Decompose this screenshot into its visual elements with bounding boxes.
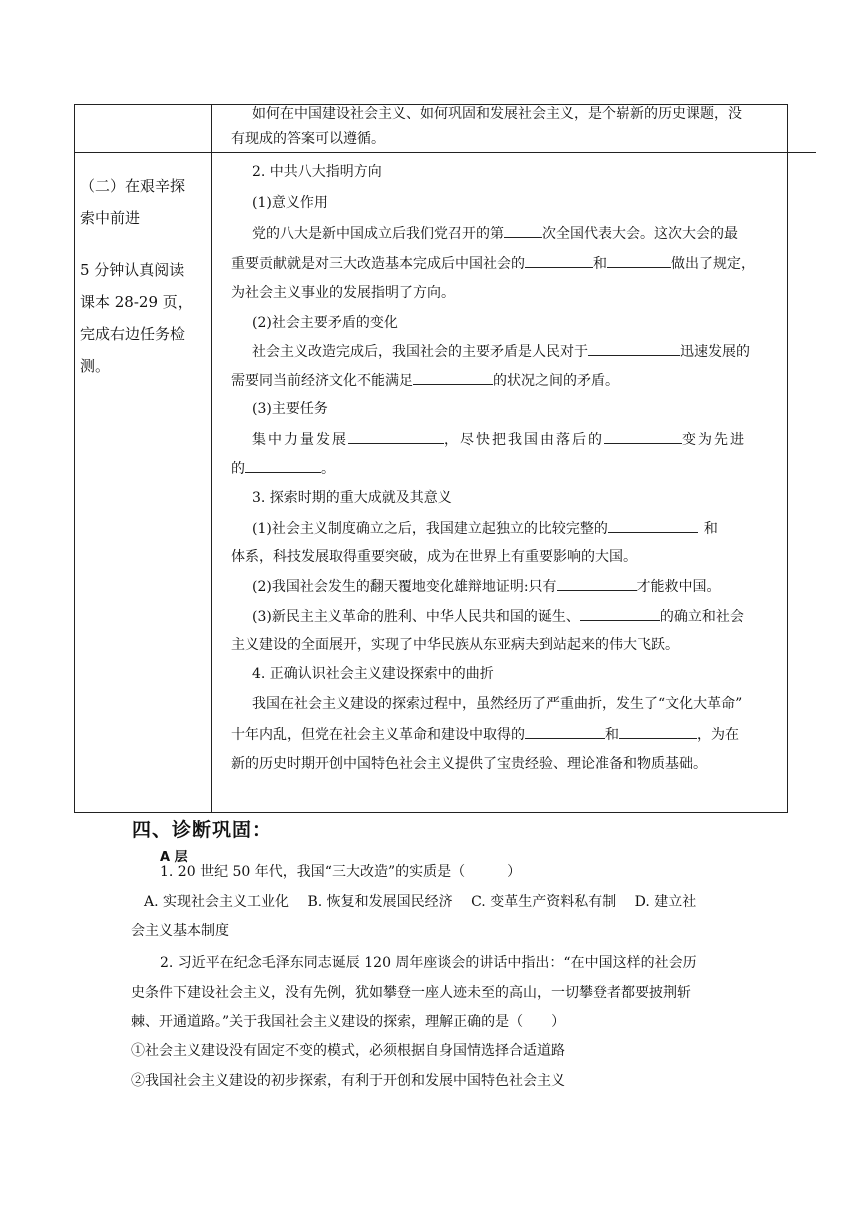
section-2-3-line-2: 的 。 <box>231 458 335 479</box>
left-task-line-4: 测。 <box>80 357 111 375</box>
question-2-line-1: 2. 习近平在纪念毛泽东同志诞辰 120 周年座谈会的讲话中指出：“在中国这样的社会历 <box>160 955 697 971</box>
left-task-line-2: 课本 28-29 页， <box>80 293 193 311</box>
fill-blank[interactable] <box>608 518 698 533</box>
fill-blank[interactable] <box>504 223 542 238</box>
left-task-line-3: 完成右边任务检 <box>80 325 186 343</box>
section-2-2-heading: (2)社会主要矛盾的变化 <box>252 315 398 331</box>
section-2-2-line-1: 社会主义改造完成后，我国社会的主要矛盾是人民对于 迅速发展的 <box>252 341 750 362</box>
question-2-option-1: ①社会主义建设没有固定不变的模式，必须根据自身国情选择合适道路 <box>131 1043 565 1059</box>
table-left-border <box>74 104 75 812</box>
table-row-divider <box>74 152 816 153</box>
question-2-line-2: 史条件下建设社会主义，没有先例，犹如攀登一座人迹未至的高山，一切攀登者都要披荆斩 <box>131 985 691 1001</box>
section-2-3-heading: (3)主要任务 <box>252 401 328 417</box>
level-label: A 层 <box>160 850 188 865</box>
left-heading-line-1: （二）在艰辛探 <box>80 177 186 195</box>
fill-blank[interactable] <box>348 429 444 444</box>
section-heading: 四、诊断巩固： <box>132 819 273 841</box>
fill-blank[interactable] <box>604 429 682 444</box>
section-2-3-line-1: 集中力量发展 ，尽快把我国由落后的 变为先进 <box>252 429 746 450</box>
section-2-2-line-2: 需要同当前经济文化不能满足 的状况之间的矛盾。 <box>231 370 619 391</box>
section-2-title: 2. 中共八大指明方向 <box>252 164 382 180</box>
top-row-text-1: 如何在中国建设社会主义、如何巩固和发展社会主义，是个崭新的历史课题，没 <box>252 106 742 122</box>
section-3-1-line-2: 体系，科技发展取得重要突破，成为在世界上有重要影响的大国。 <box>231 549 637 565</box>
section-3-2-line: (2)我国社会发生的翻天覆地变化雄辩地证明:只有 才能救中国。 <box>252 576 721 597</box>
fill-blank[interactable] <box>413 370 493 385</box>
section-2-1-heading: (1)意义作用 <box>252 195 328 211</box>
top-row-text-2: 有现成的答案可以遵循。 <box>231 131 385 147</box>
table-right-border <box>787 104 788 812</box>
section-2-1-line-2: 重要贡献就是对三大改造基本完成后中国社会的 和 做出了规定， <box>231 253 755 274</box>
table-bottom-border <box>74 812 788 813</box>
fill-blank[interactable] <box>557 576 637 591</box>
section-4-line-3: 新的历史时期开创中国特色社会主义提供了宝贵经验、理论准备和物质基础。 <box>231 756 707 772</box>
fill-blank[interactable] <box>619 724 697 739</box>
left-col-task <box>80 254 212 382</box>
section-2-1-line-1: 党的八大是新中国成立后我们党召开的第 次全国代表大会。这次大会的最 <box>252 223 738 244</box>
left-col-heading <box>80 170 212 234</box>
question-1-options: A. 实现社会主义工业化 B. 恢复和发展国民经济 C. 变革生产资料私有制 D. 建立社 <box>144 894 697 910</box>
question-2-option-2: ②我国社会主义建设的初步探索，有利于开创和发展中国特色社会主义 <box>131 1073 565 1089</box>
section-2-1-line-3: 为社会主义事业的发展指明了方向。 <box>231 285 455 301</box>
fill-blank[interactable] <box>580 606 660 621</box>
question-2-line-3: 棘、开通道路。”关于我国社会主义建设的探索，理解正确的是（ ） <box>131 1014 566 1030</box>
fill-blank[interactable] <box>245 458 321 473</box>
section-3-3-line-1: (3)新民主主义革命的胜利、中华人民共和国的诞生、 的确立和社会 <box>252 606 744 627</box>
section-3-1-line-1: (1)社会主义制度确立之后，我国建立起独立的比较完整的 和 <box>252 518 718 539</box>
section-4-line-1: 我国在社会主义建设的探索过程中，虽然经历了严重曲折，发生了“文化大革命” <box>252 696 743 712</box>
question-1: 1. 20 世纪 50 年代，我国“三大改造”的实质是（ ） <box>160 864 522 880</box>
section-4-line-2: 十年内乱，但党在社会主义革命和建设中取得的 和 ，为在 <box>231 724 739 745</box>
section-4-title: 4. 正确认识社会主义建设探索中的曲折 <box>252 666 494 682</box>
fill-blank[interactable] <box>525 724 605 739</box>
fill-blank[interactable] <box>588 341 680 356</box>
fill-blank[interactable] <box>607 253 671 268</box>
left-heading-line-2: 索中前进 <box>80 209 141 227</box>
question-1-options-cont: 会主义基本制度 <box>131 923 229 939</box>
section-3-title: 3. 探索时期的重大成就及其意义 <box>252 490 452 506</box>
fill-blank[interactable] <box>525 253 593 268</box>
section-3-3-line-2: 主义建设的全面展开，实现了中华民族从东亚病夫到站起来的伟大飞跃。 <box>231 637 679 653</box>
left-task-line-1: 5 分钟认真阅读 <box>80 261 185 279</box>
